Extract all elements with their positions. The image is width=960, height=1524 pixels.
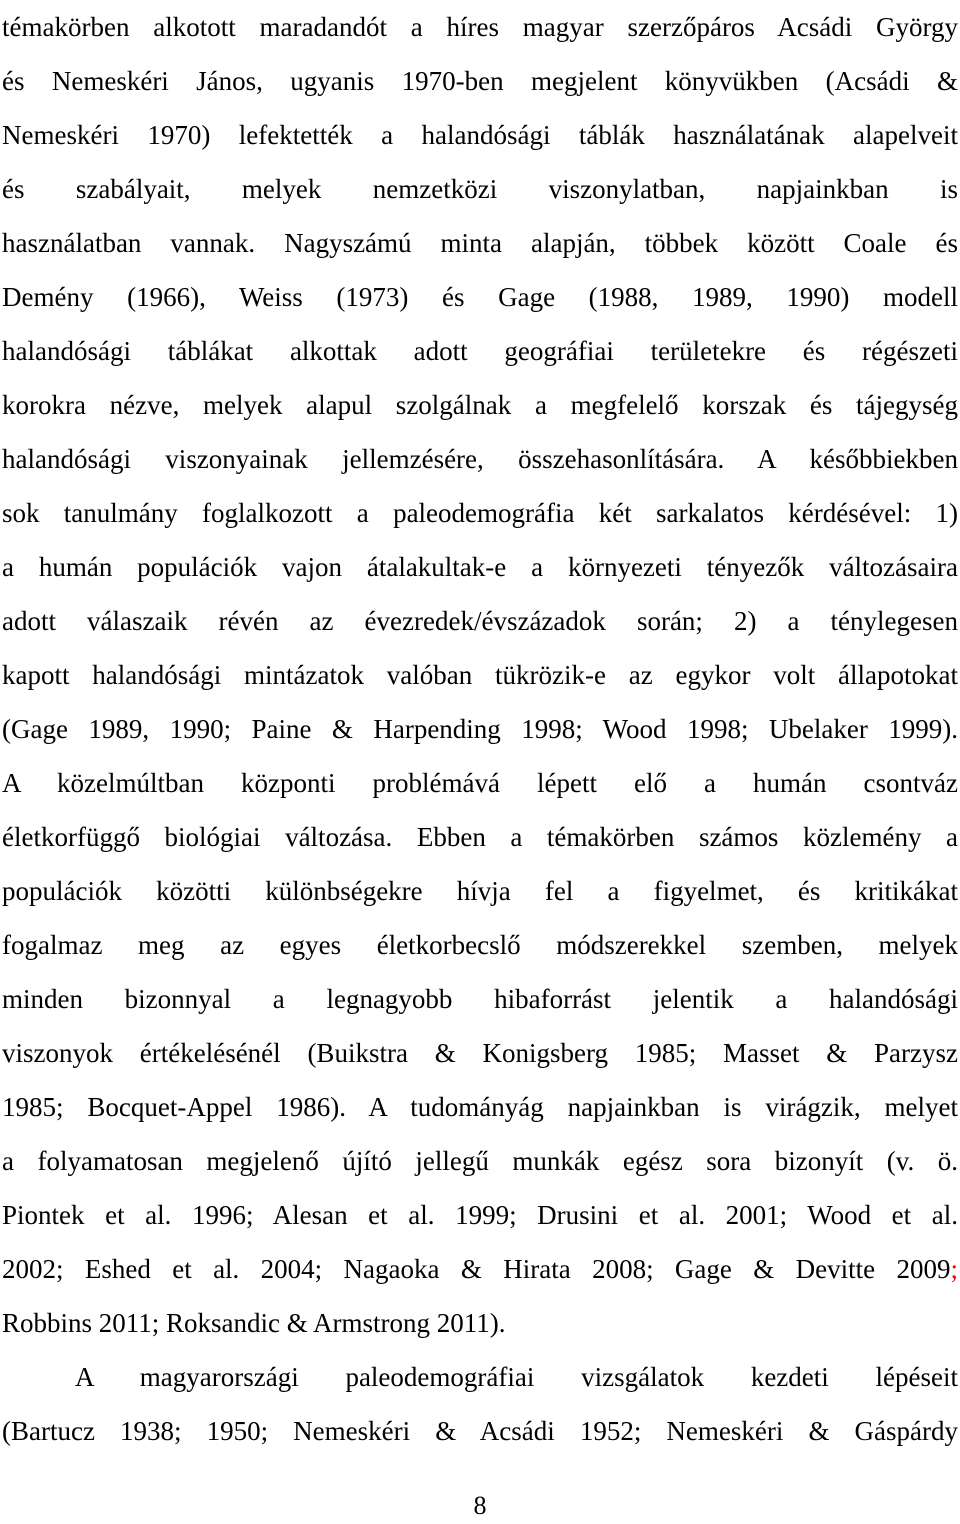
text-line (2, 1242, 958, 1296)
text-line: és szabályait, melyek nemzetközi viszonylatban, napjainkban is (2, 174, 958, 204)
text-line: sok tanulmány foglalkozott a paleodemográfia két sarkalatos kérdésével: 1) (2, 498, 958, 528)
text-line: használatban vannak. Nagyszámú minta alapján, többek között Coale és (2, 228, 958, 258)
text-line: korokra nézve, melyek alapul szolgálnak a megfelelő korszak és tájegység (2, 390, 958, 420)
text-line: minden bizonnyal a legnagyobb hibaforrást jelentik a halandósági (2, 984, 958, 1014)
text-line: halandósági viszonyainak jellemzésére, összehasonlítására. A későbbiekben (2, 444, 958, 474)
text-line: a folyamatosan megjelenő újító jellegű munkák egész sora bizonyít (v. ö. (2, 1146, 958, 1176)
text-line: témakörben alkotott maradandót a híres magyar szerzőpáros Acsádi György (2, 12, 958, 42)
text-line: és Nemeskéri János, ugyanis 1970-ben megjelent könyvükben (Acsádi & (2, 66, 958, 96)
text-line: életkorfüggő biológiai változása. Ebben a témakörben számos közlemény a (2, 822, 958, 852)
text-line: halandósági táblákat alkottak adott geográfiai területekre és régészeti (2, 336, 958, 366)
text-line: adott válaszaik révén az évezredek/évszázadok során; 2) a ténylegesen (2, 606, 958, 636)
paragraph-first-line: A magyarországi paleodemográfiai vizsgálatok kezdeti lépéseit (75, 1362, 958, 1392)
text-line: (Gage 1989, 1990; Paine & Harpending 1998; Wood 1998; Ubelaker 1999). (2, 714, 958, 744)
text-line: 1985; Bocquet-Appel 1986). A tudományág napjainkban is virágzik, melyet (2, 1092, 958, 1122)
text-line: kapott halandósági mintázatok valóban tükrözik-e az egykor volt állapotokat (2, 660, 958, 690)
text-line: a humán populációk vajon átalakultak-e a környezeti tényezők változásaira (2, 552, 958, 582)
text-line: Piontek et al. 1996; Alesan et al. 1999; Drusini et al. 2001; Wood et al. (2, 1200, 958, 1230)
text-line: fogalmaz meg az egyes életkorbecslő módszerekkel szemben, melyek (2, 930, 958, 960)
text-segment: 2002; Eshed et al. 2004; Nagaoka & Hirata 2008; Gage & Devitte 2009 (2, 1254, 951, 1284)
text-line: (Bartucz 1938; 1950; Nemeskéri & Acsádi 1952; Nemeskéri & Gáspárdy (2, 1416, 958, 1446)
text-line: Nemeskéri 1970) lefektették a halandósági táblák használatának alapelveit (2, 120, 958, 150)
text-line: populációk közötti különbségekre hívja fel a figyelmet, és kritikákat (2, 876, 958, 906)
text-line: viszonyok értékelésénél (Buikstra & Konigsberg 1985; Masset & Parzysz (2, 1038, 958, 1068)
highlighted-semicolon: ; (950, 1254, 958, 1284)
page-number: 8 (473, 1491, 487, 1520)
text-line: Demény (1966), Weiss (1973) és Gage (1988, 1989, 1990) modell (2, 282, 958, 312)
text-line: A közelmúltban központi problémává lépett elő a humán csontváz (2, 768, 958, 798)
paragraph-last-line: Robbins 2011; Roksandic & Armstrong 2011). (2, 1308, 506, 1338)
body-text (2, 0, 958, 1458)
